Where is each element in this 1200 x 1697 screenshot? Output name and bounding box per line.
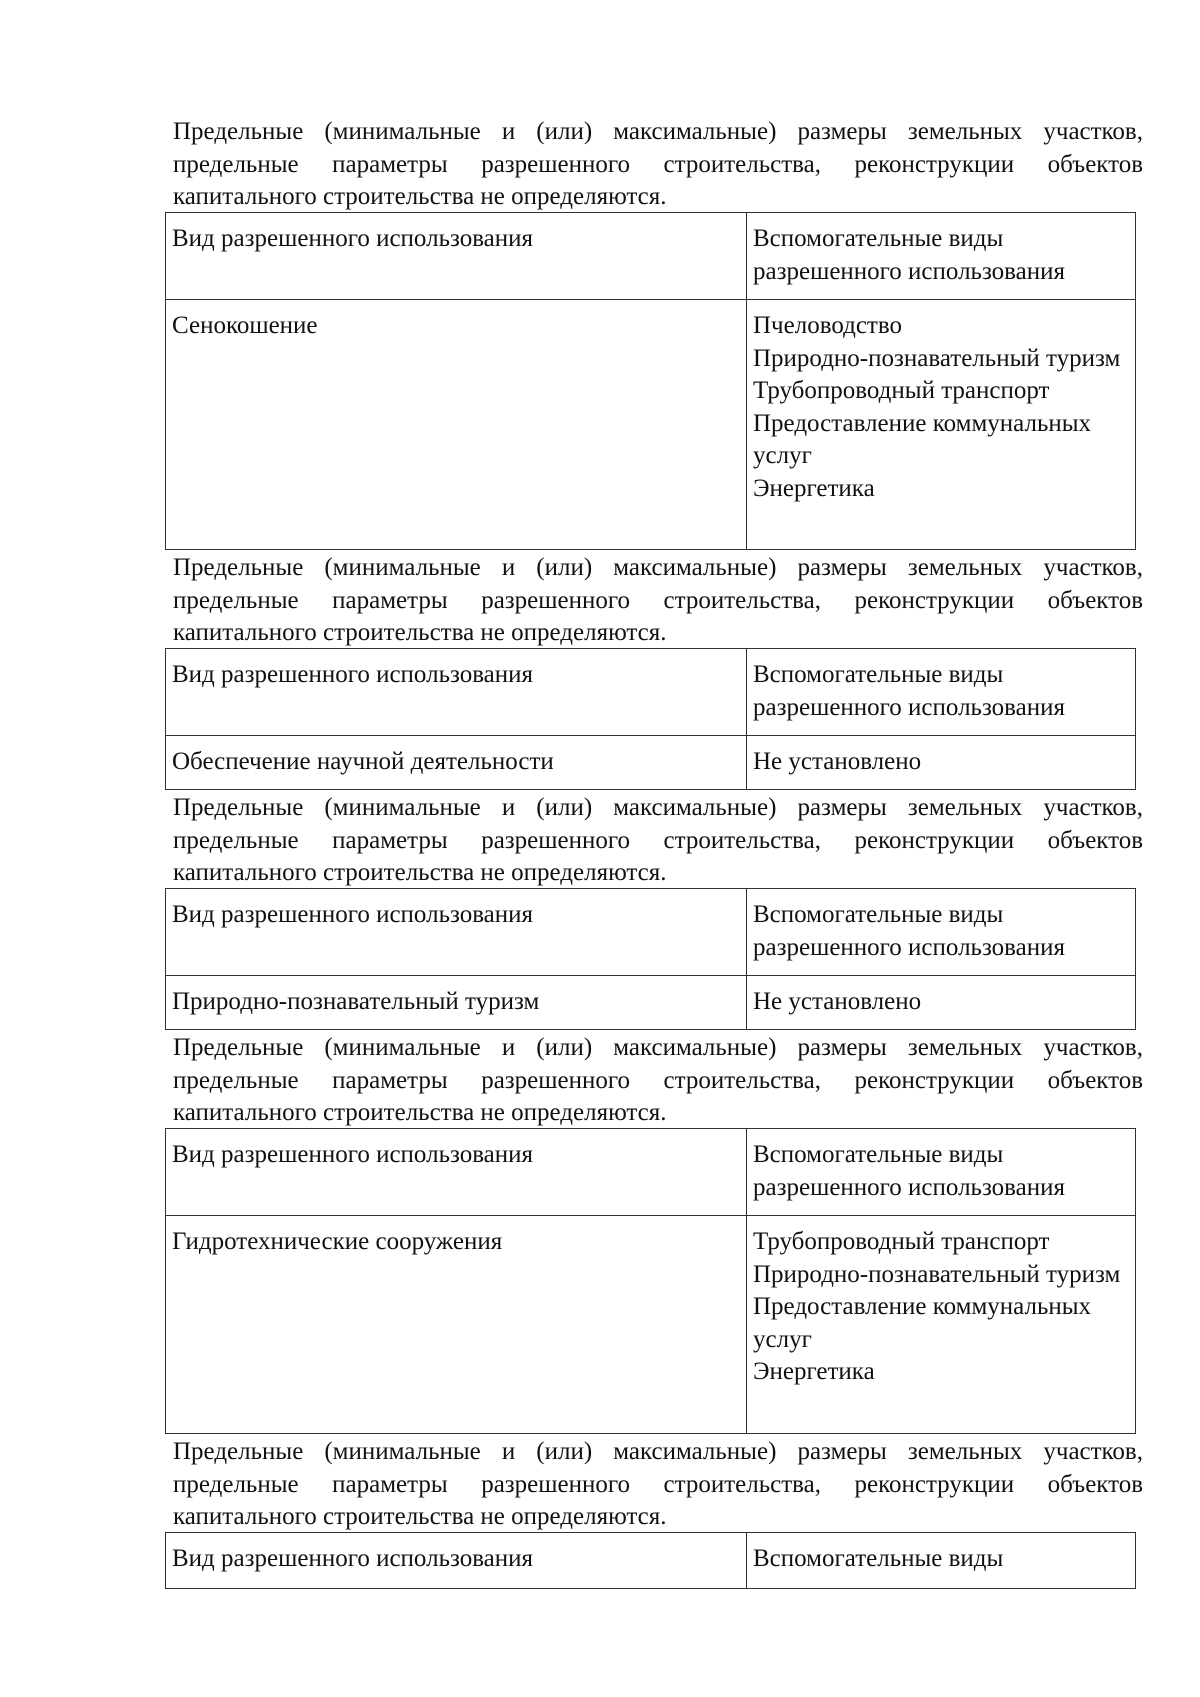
table-header-row [166, 1129, 1136, 1216]
table-header-row [166, 889, 1136, 976]
auxiliary-use-item: Энергетика [753, 474, 875, 502]
table-row [166, 1216, 1136, 1434]
auxiliary-use-item: Трубопроводный транспорт [753, 1228, 1050, 1255]
header-main-use: Вид разрешенного использования [166, 1533, 747, 1589]
table-header-row [166, 1533, 1136, 1589]
main-use-cell: Обеспечение научной деятельности [166, 736, 747, 790]
auxiliary-use-item: Природно-познавательный туризм [753, 344, 1121, 372]
header-main-use: Вид разрешенного использования [166, 213, 747, 300]
header-auxiliary-uses: Вспомогательные виды разрешенного использования [747, 213, 1136, 300]
main-use-cell: Природно-познавательный туризм [166, 976, 747, 1030]
auxiliary-uses-cell [747, 736, 1136, 790]
header-main-use: Вид разрешенного использования [166, 1129, 747, 1216]
restriction-paragraph-5: Предельные (минимальные и (или) максимальные) размеры земельных участков, предельные параметры разрешенного строительства, реконструкции объектов капитального строительства не определяются. [173, 1438, 1143, 1530]
header-auxiliary-uses: Вспомогательные виды разрешенного использования [747, 889, 1136, 976]
permitted-use-table-2 [165, 648, 1136, 790]
header-auxiliary-uses: Вспомогательные виды [747, 1533, 1136, 1589]
auxiliary-uses-cell [747, 976, 1136, 1030]
header-main-use: Вид разрешенного использования [166, 649, 747, 736]
auxiliary-use-item: Природно-познавательный туризм [753, 1260, 1121, 1288]
auxiliary-use-item: Энергетика [753, 1358, 875, 1385]
auxiliary-use-item: Трубопроводный транспорт [753, 377, 1050, 404]
auxiliary-use-item: Пчеловодство [753, 312, 902, 339]
header-main-use: Вид разрешенного использования [166, 889, 747, 976]
table-row [166, 736, 1136, 790]
restriction-paragraph-2: Предельные (минимальные и (или) максимальные) размеры земельных участков, предельные параметры разрешенного строительства, реконструкции объектов капитального строительства не определяются. [173, 554, 1143, 646]
restriction-paragraph-3: Предельные (минимальные и (или) максимальные) размеры земельных участков, предельные параметры разрешенного строительства, реконструкции объектов капитального строительства не определяются. [173, 794, 1143, 886]
auxiliary-use-item: Предоставление коммунальных услуг [753, 409, 1092, 469]
auxiliary-use-item: Не установлено [753, 988, 922, 1015]
table-row [166, 976, 1136, 1030]
permitted-use-table-5 [165, 1532, 1136, 1589]
permitted-use-table-4 [165, 1128, 1136, 1434]
auxiliary-use-item: Не установлено [753, 748, 922, 775]
main-use-cell: Гидротехнические сооружения [166, 1216, 747, 1434]
restriction-paragraph-4: Предельные (минимальные и (или) максимальные) размеры земельных участков, предельные параметры разрешенного строительства, реконструкции объектов капитального строительства не определяются. [173, 1034, 1143, 1126]
main-use-cell: Сенокошение [166, 300, 747, 550]
permitted-use-table-3 [165, 888, 1136, 1030]
table-row [166, 300, 1136, 550]
header-auxiliary-uses: Вспомогательные виды разрешенного использования [747, 1129, 1136, 1216]
permitted-use-table-1 [165, 212, 1136, 550]
auxiliary-uses-cell [747, 300, 1136, 550]
restriction-paragraph-1: Предельные (минимальные и (или) максимальные) размеры земельных участков, предельные параметры разрешенного строительства, реконструкции объектов капитального строительства не определяются. [173, 118, 1143, 210]
table-header-row [166, 213, 1136, 300]
auxiliary-uses-cell [747, 1216, 1136, 1434]
table-header-row [166, 649, 1136, 736]
auxiliary-use-item: Предоставление коммунальных услуг [753, 1293, 1092, 1353]
header-auxiliary-uses: Вспомогательные виды разрешенного использования [747, 649, 1136, 736]
